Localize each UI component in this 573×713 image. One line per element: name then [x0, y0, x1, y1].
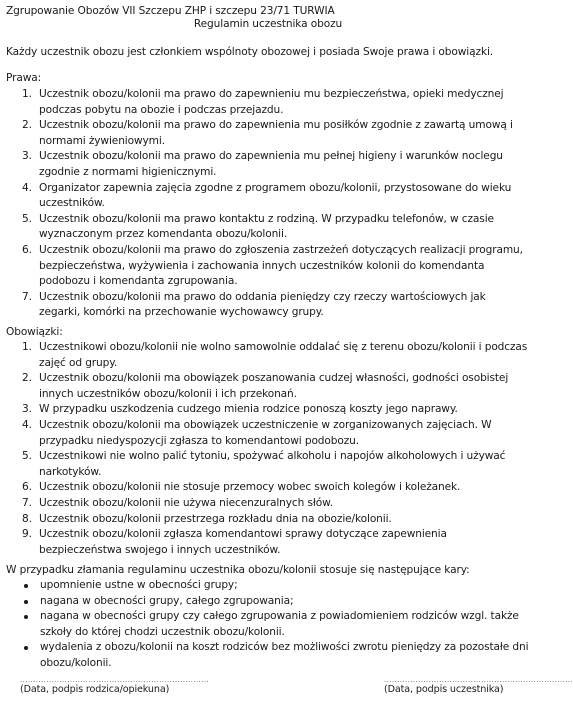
right-item	[22, 212, 528, 243]
participant-signature-block	[384, 676, 573, 696]
bullet-icon	[24, 584, 28, 588]
right-item-number: 7.	[22, 290, 32, 303]
duty-item-text: Uczestnikowi nie wolno palić tytoniu, spożywać alkoholu i napojów alkoholowych i używać narkotyków.	[39, 450, 506, 478]
right-item-number: 6.	[22, 243, 32, 256]
penalty-item	[22, 578, 530, 594]
right-item-text: Uczestnik obozu/kolonii ma prawo do oddania pieniędzy czy rzeczy wartościowych jak zegarki, komórki na przechowanie wychowawcy grupy.	[39, 290, 486, 319]
penalty-item-text: nagana w obecności grupy, całego zgrupowania;	[40, 594, 294, 607]
rights-heading: Prawa:	[6, 72, 42, 84]
duty-item-text: Uczestnik obozu/kolonii zgłasza komendantowi sprawy dotyczące zapewnienia bezpieczeństwa swojego i innych uczestników.	[39, 528, 447, 556]
duty-item	[22, 371, 528, 402]
duty-item-number: 7.	[22, 496, 32, 509]
right-item-text: Uczestnik obozu/kolonii ma prawo do zapewnieniu mu bezpieczeństwa, opieki medycznej podczas pobytu na obozie i podczas przejazdu.	[39, 88, 504, 116]
duty-item	[22, 496, 528, 512]
right-item-text: Organizator zapewnia zajęcia zgodne z programem obozu/kolonii, przystosowane do wieku uczestników.	[39, 181, 512, 210]
bullet-icon	[24, 646, 28, 650]
right-item-text: Uczestnik obozu/kolonii ma prawo do zapewnienia mu posiłków zgodnie z zawartą umową i normami żywieniowymi.	[39, 119, 513, 147]
penalty-item-text: nagana w obecności grupy czy całego zgrupowania z powiadomieniem rodziców wzgl. także szkoły do której chodzi uczestnik obozu/kolonii.	[40, 610, 519, 638]
right-item-number: 5.	[22, 212, 32, 225]
right-item	[22, 181, 528, 212]
right-item	[22, 118, 528, 149]
duty-item-number: 3.	[22, 403, 32, 416]
duties-heading: Obowiązki:	[6, 326, 63, 338]
right-item-number: 3.	[22, 150, 32, 163]
duty-item-number: 6.	[22, 481, 32, 494]
penalties-list	[22, 578, 530, 672]
right-item	[22, 243, 528, 290]
duty-item-number: 5.	[22, 450, 32, 463]
duty-item-number: 1.	[22, 341, 32, 353]
bullet-icon	[24, 600, 28, 604]
intro-paragraph: Każdy uczestnik obozu jest członkiem wspólnoty obozowej i posiada Swoje prawa i obowiązki.	[6, 46, 494, 58]
duty-item-text: Uczestnik obozu/kolonii nie używa niecenzuralnych słów.	[39, 496, 333, 509]
penalty-item	[22, 609, 530, 640]
duty-item	[22, 527, 528, 558]
organization-line: Zgrupowanie Obozów VII Szczepu ZHP i szczepu 23/71 TURWIA	[6, 5, 335, 17]
rights-list	[22, 87, 528, 321]
right-item-number: 1.	[22, 88, 32, 100]
penalty-item	[22, 594, 530, 610]
duty-item-number: 2.	[22, 372, 32, 385]
right-item	[22, 149, 528, 180]
parent-signature-block	[20, 676, 209, 696]
signature-line: ........................................................................	[384, 676, 573, 684]
right-item	[22, 87, 528, 118]
participant-signature-label: (Data, podpis uczestnika)	[384, 684, 504, 695]
right-item-text: Uczestnik obozu/kolonii ma prawo do zgłoszenia zastrzeżeń dotyczących realizacji programu, bezpieczeństwa, wyżywienia i zachowania innych uczestników kolonii do komendanta podobozu i komendanta zgrupowania.	[39, 243, 523, 288]
penalty-item-text: upomnienie ustne w obecności grupy;	[40, 579, 238, 591]
duty-item	[22, 449, 528, 480]
document-title: Regulamin uczestnika obozu	[193, 18, 343, 30]
right-item-text: Uczestnik obozu/kolonii ma prawo do zapewnienia mu pełnej higieny i warunków noclegu zgodnie z normami higienicznymi.	[39, 150, 503, 178]
duty-item	[22, 480, 528, 496]
duty-item-number: 4.	[22, 418, 32, 431]
duty-item-text: Uczestnikowi obozu/kolonii nie wolno samowolnie oddalać się z terenu obozu/kolonii i podczas zajęć od grupy.	[39, 341, 528, 369]
right-item-number: 2.	[22, 119, 32, 132]
duty-item-text: W przypadku uszkodzenia cudzego mienia rodzice ponoszą koszty jego naprawy.	[39, 403, 458, 416]
bullet-icon	[24, 615, 28, 619]
duties-list	[22, 340, 528, 558]
right-item-text: Uczestnik obozu/kolonii ma prawo kontaktu z rodziną. W przypadku telefonów, w czasie wyznaczonym przez komendanta obozu/kolonii.	[39, 212, 494, 241]
penalty-item-text: wydalenia z obozu/kolonii na koszt rodziców bez możliwości zwrotu pieniędzy za pozostałe dni obozu/kolonii.	[40, 641, 529, 669]
duty-item-number: 9.	[22, 528, 32, 541]
duty-item-text: Uczestnik obozu/kolonii ma obowiązek uczestniczenie w zorganizowanych zajęciach. W przypadku niedyspozycji zgłasza to komendantowi podobozu.	[39, 418, 492, 447]
duty-item-text: Uczestnik obozu/kolonii ma obowiązek poszanowania cudzej własności, godności osobistej innych uczestników obozu/kolonii i ich przekonań.	[39, 372, 509, 400]
duty-item	[22, 402, 528, 418]
penalties-heading: W przypadku złamania regulaminu uczestnika obozu/kolonii stosuje się następujące kary:	[6, 564, 470, 576]
right-item-number: 4.	[22, 181, 32, 194]
duty-item	[22, 340, 528, 371]
duty-item-text: Uczestnik obozu/kolonii nie stosuje przemocy wobec swoich kolegów i koleżanek.	[39, 481, 461, 494]
penalty-item	[22, 640, 530, 671]
duty-item-text: Uczestnik obozu/kolonii przestrzega rozkładu dnia na obozie/kolonii.	[39, 512, 392, 525]
duty-item-number: 8.	[22, 512, 32, 525]
duty-item	[22, 512, 528, 528]
duty-item	[22, 418, 528, 449]
signature-line: ........................................................................	[20, 676, 210, 684]
right-item	[22, 290, 528, 321]
parent-signature-label: (Data, podpis rodzica/opiekuna)	[20, 684, 170, 695]
